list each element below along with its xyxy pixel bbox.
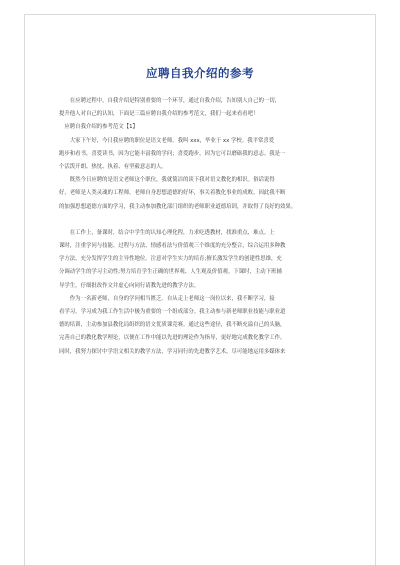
paragraph [59, 174, 377, 214]
text-line: 提升他人对自己的认知，下面是三篇应聘自我介绍的参考范文，我们一起来看看吧！ [59, 111, 259, 118]
document-page [24, 14, 376, 565]
text-line: 在工作上，备课时，结合中学生的认知心理化程，力求吃透教材，找准重点、难点。上 [59, 229, 275, 236]
text-line: 德的培训，主动参加县教化局组织的语文优质课竞赛。通过这些途径，我不断充溢自己的头脑， [59, 322, 286, 329]
text-line: 看学习。学习成为我工作生活中极为重要的一个组成部分。我主动参与新老师职业技能与职业道 [59, 309, 286, 316]
text-line: 应聘自我介绍的参考范文【1】 [59, 124, 138, 131]
text-line: 学方法，充分发挥学生的主导性地位。注意对学生实力的培育;擅长激发学生的创建性思维，充 [59, 256, 282, 263]
text-line: 同时，我努力探讨中学语文相关的教学方法，学习同行的先进教学艺术，尽可能地运用多媒体来 [59, 348, 286, 355]
paragraph [59, 95, 377, 121]
text-line: 分调动学生的学习主动性;努力培育学生正确的世界观、人生观及价值观。下课时，主动下班辅 [59, 269, 282, 276]
document-title: 应聘自我介绍的参考 [146, 66, 254, 80]
text-line: 完善自己的教化教学理论，以便在工作中能以先进的理论作为指导，更好地完成教化教学工作。 [59, 335, 286, 342]
text-line: 在应聘过程中，自我介绍是特别重要的一个环节，通过自我介绍，告知别人自己的一切， [59, 98, 281, 104]
text-line: 大家下午好，今日我应聘的职位是语文老师。我叫 xxx，毕业于 xx 学校。我平常喜爱 [59, 137, 275, 144]
text-line: 的加强思想道德方面的学习，我主动参加教化部门组织的老师职业道德培训，并取得了良好的效果。 [59, 203, 297, 210]
paragraph [59, 293, 377, 359]
text-line: 作为一名新老师，自身的学问相当匮乏。自从走上老师这一岗位以来，我不断学习，接 [59, 295, 275, 302]
text-line: 好，老师是人类灵魂的工程师。老师自身思想道德的好坏，事关着教化事业的成败。因此我不断 [59, 190, 286, 197]
paragraph [59, 135, 377, 175]
text-line: 跑步和看书，喜爱读书，因为它能丰富我的学问；喜爱跑步，因为它可以磨砺我的意志。我是一 [59, 150, 286, 157]
text-line: 既然今日应聘的是语文老师这个职位，我就简洁的谈下我对语文教化的相识。俗话说得 [59, 177, 275, 184]
paragraph [59, 227, 377, 293]
section-subheading [59, 121, 377, 134]
text-line: 导学生，仔细批改作文并虚心向同行请教先进的教学方法。 [59, 282, 200, 289]
text-line: 个活泼开朗、热忱、执着、有坚毅意志的人。 [59, 164, 167, 171]
paragraph-gap [59, 214, 377, 227]
document-body [59, 95, 377, 359]
text-line: 课时，注重学问与技能、过程与方法、情感看法与价值观三个维度的充分整合，综合运用多种教 [59, 243, 286, 250]
